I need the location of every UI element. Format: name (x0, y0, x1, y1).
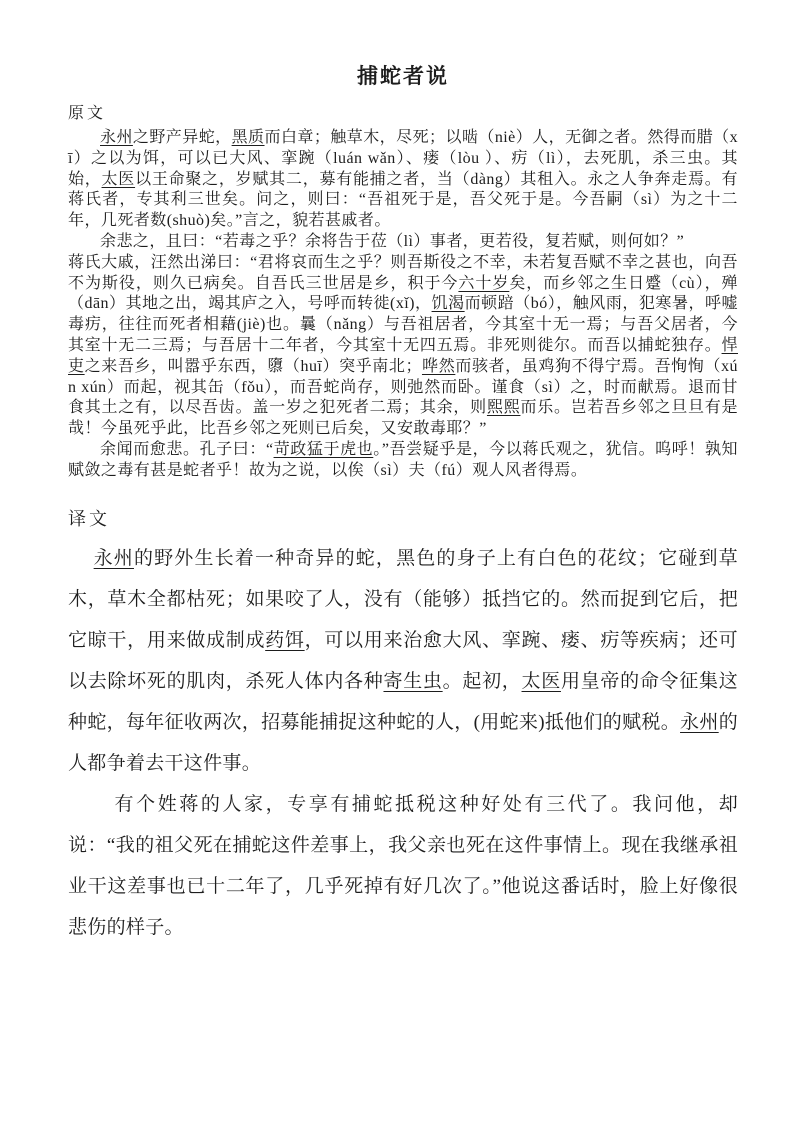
paragraph (68, 784, 738, 948)
underlined-term: 饥渴 (431, 295, 465, 313)
text-run: 有个姓蒋的人家，专享有捕蛇抵税这种好处有三代了。我问他，却说：“我的祖父死在捕蛇这件差事上，我父亲也死在这件事情上。现在我继承祖业干这差事也已十二年了，几乎死掉有好几次了。”他说这番话时，脸上好像很悲伤的样子。 (68, 793, 738, 938)
underlined-term: 太医 (521, 670, 561, 692)
translation-section (68, 506, 738, 948)
paragraph (68, 128, 738, 232)
underlined-term: 药饵 (265, 629, 305, 651)
paragraph (68, 440, 738, 482)
text-run: 余悲之，且曰：“若毒之乎？余将告于莅（lì）事者，更若役，复若赋，则何如？” (100, 232, 685, 250)
underlined-term: 熙熙 (486, 399, 521, 417)
document-title: 捕蛇者说 (357, 64, 449, 88)
underlined-term: 哗然 (421, 357, 456, 375)
text-run: 以王命聚之，岁赋其二，募有能捕之者，当（dàng）其租入。永之人争奔走焉。有蒋氏者，专其利三世矣。问之，则曰：“吾祖死于是，吾父死于是。今吾嗣（sì）为之十二年，几死者数(shuò)矣。”言之，貌若甚戚者。 (68, 170, 738, 230)
underlined-term: 黑质 (231, 129, 265, 146)
text-run: 的人都争着去干这件事。 (68, 711, 738, 774)
original-text-body (68, 128, 738, 482)
text-run: 而骇者，虽鸡狗不得宁焉。吾恂恂（xún xún）而起，视其缶（fǒu），而吾蛇尚存，则弛然而卧。谨食（sì）之，时而献焉。退而甘食其土之有，以尽吾齿。盖一岁之犯死者二焉；其余，则 (68, 357, 738, 417)
section-label-original: 原文 (68, 105, 107, 122)
text-run: 之野产异蛇， (132, 129, 232, 146)
underlined-term: 太医 (101, 170, 136, 188)
original-text-section (68, 102, 738, 482)
text-run: 。起初， (442, 670, 522, 692)
text-run: 蒋氏大戚，汪然出涕曰：“君将哀而生之乎？则吾斯役之不幸，未若复吾赋不幸之甚也，向吾不为斯役，则久已病矣。自吾氏三世居是乡，积于今 (68, 253, 738, 292)
text-run: 而白章；触草木，尽死；以啮（niè）人，无御之者。然得而腊（xī）之以为饵，可以已大风、挛踠（luán wǎn）、瘘（lòu ）、疠（lì），去死肌，杀三虫。其始， (68, 129, 739, 188)
underlined-term: 六十岁 (458, 274, 510, 292)
paragraph (68, 232, 738, 253)
underlined-term: 永州 (93, 547, 134, 569)
text-run: 的野外生长着一种奇异的蛇，黑色的身子上有白色的花纹；它碰到草木，草木全都枯死；如果咬了人，没有（能够）抵挡它的。然而捉到它后，把它晾干，用来做成制成 (68, 547, 738, 651)
underlined-term: 苛政猛于虎也 (273, 440, 374, 458)
text-run: 而顿踣（bó），触风雨，犯寒暑，呼嘘毒疠，往往而死者相藉(jiè)也。曩（nǎng）与吾祖居者，今其室十无一焉；与吾父居者，今其室十无二三焉；与吾居十二年者，今其室十无四五焉。非死则徙尔。而吾以捕蛇独存。 (68, 295, 738, 354)
paragraph (68, 538, 738, 784)
text-run: 余闻而愈悲。孔子曰：“ (100, 440, 274, 458)
section-label-translation: 译文 (68, 508, 110, 529)
text-run: 而乐。岂若吾乡邻之旦旦有是哉！今虽死乎此，比吾乡邻之死则已后矣，又安敢毒耶？” (68, 399, 738, 438)
underlined-term: 寄生虫 (383, 670, 443, 692)
text-run: ，可以用来治愈大风、挛踠、瘘、疠等疾病；还可以去除坏死的肌肉，杀死人体内各种 (68, 629, 738, 692)
text-run: 。”吾尝疑乎是，今以蒋氏观之，犹信。呜呼！孰知赋敛之毒有甚是蛇者乎！故为之说，以俟（sì）夫（fú）观人风者得焉。 (68, 440, 739, 479)
underlined-term: 悍吏 (68, 336, 738, 375)
paragraph (68, 253, 738, 440)
text-run: 之来吾乡，叫嚣乎东西，隳（huī）突乎南北； (84, 357, 422, 375)
underlined-term: 永州 (680, 711, 719, 733)
translation-text-body (68, 538, 738, 948)
underlined-term: 永州 (100, 129, 133, 146)
text-run: 用皇帝的命令征集这种蛇，每年征收两次，招募能捕捉这种蛇的人，(用蛇来)抵他们的赋税。 (68, 670, 738, 733)
text-run: 矣，而乡邻之生日蹙（cù），殚（dān）其地之出，竭其庐之入，号呼而转徙(xǐ)， (68, 274, 738, 313)
